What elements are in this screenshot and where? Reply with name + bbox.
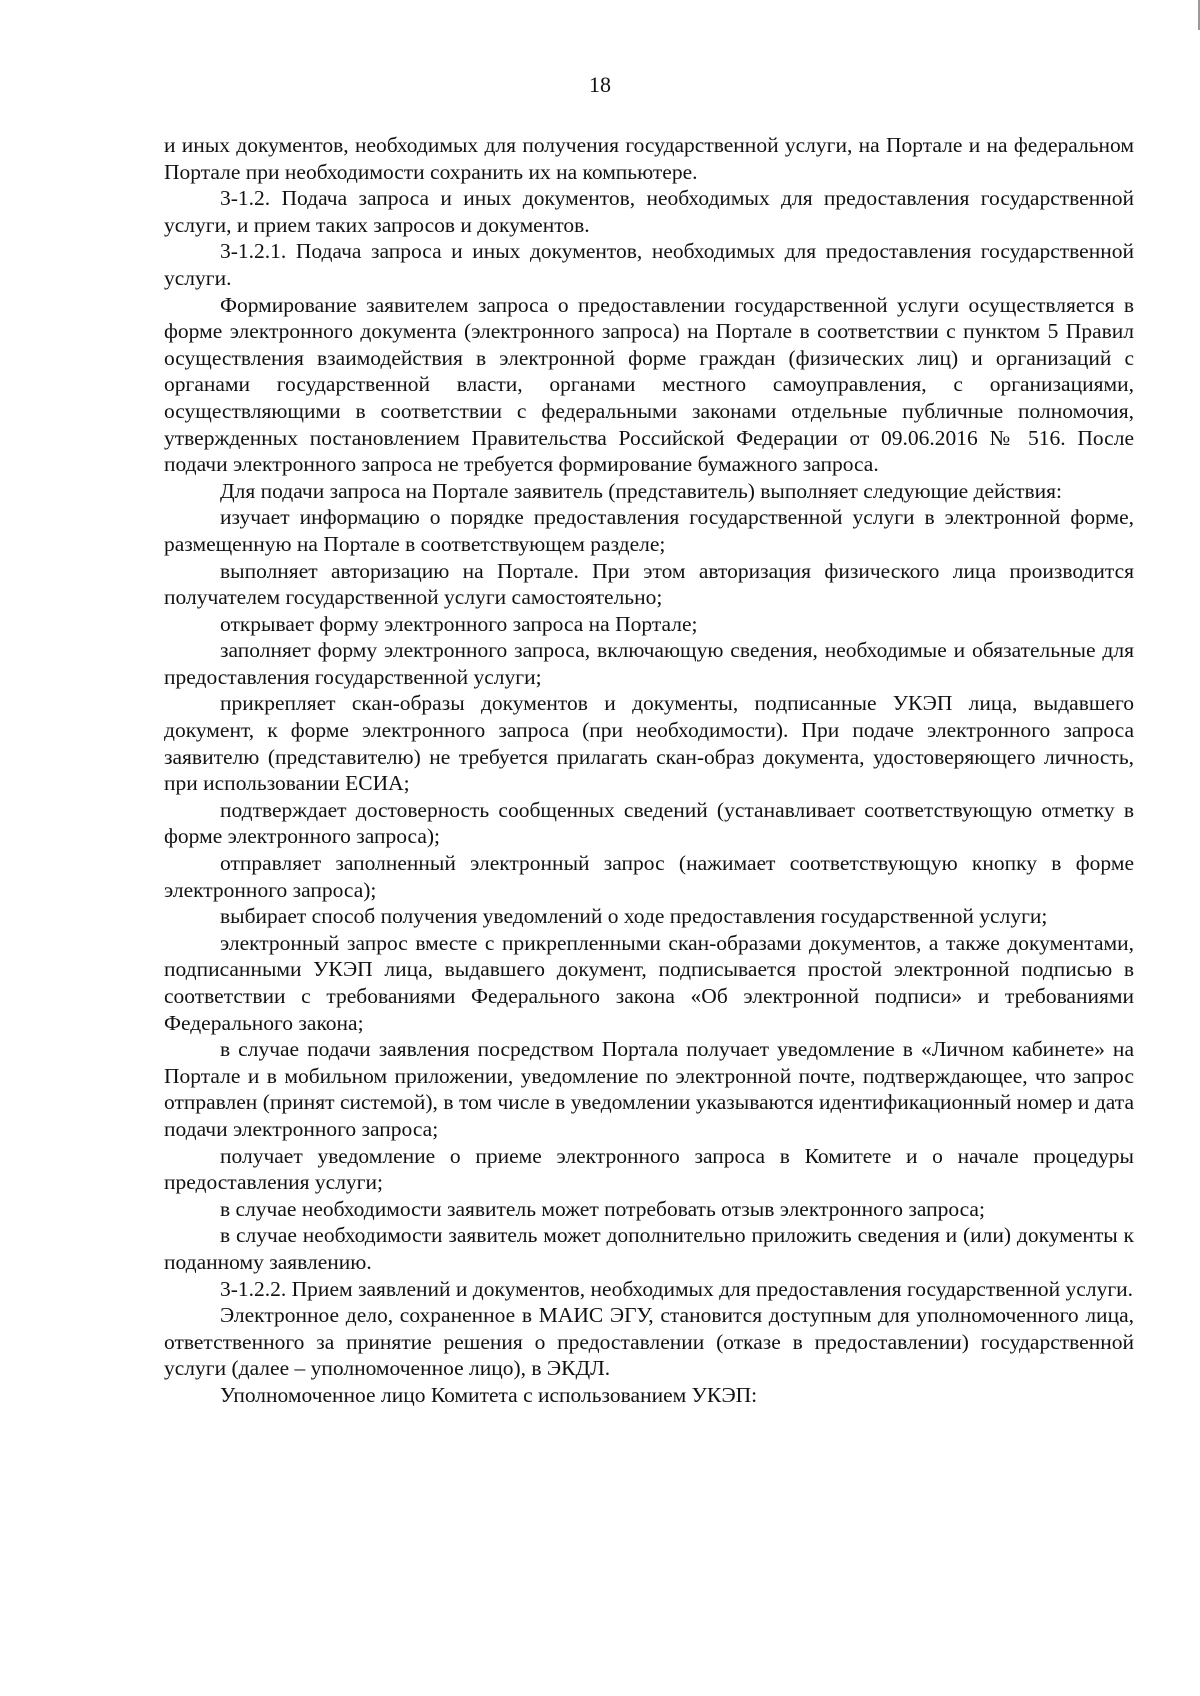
paragraph-continuation: и иных документов, необходимых для получения государственной услуги, на Портале и на федеральном Портале при необходимости сохранить их на компьютере.	[164, 133, 1134, 184]
list-item: выполняет авторизацию на Портале. При этом авторизация физического лица производится получателем государственной услуги самостоятельно;	[164, 558, 1134, 610]
page-number: 18	[589, 72, 611, 97]
paragraph-authorized-person: Уполномоченное лицо Комитета с использованием УКЭП:	[220, 1382, 758, 1407]
list-item: в случае необходимости заявитель может потребовать отзыв электронного запроса;	[220, 1196, 985, 1221]
list-item: в случае подачи заявления посредством Портала получает уведомление в «Личном кабинете» на Портале и в мобильном приложении, уведомление по электронной почте, подтверждающее, что запрос отправлен (принят системой), в том числе в уведомлении указываются идентификационный номер и дата подачи электронного запроса;	[164, 1037, 1134, 1141]
list-item: электронный запрос вместе с прикрепленными скан-образами документов, а также документами, подписанными УКЭП лица, выдавшего документ, подписывается простой электронной подписью в соответствии с требованиями Федерального закона «Об электронной подписи» и требованиями Федерального закона;	[164, 930, 1134, 1035]
list-item: прикрепляет скан-образы документов и документы, подписанные УКЭП лица, выдавшего документ, к форме электронного запроса (при необходимости). При подаче электронного запроса заявителю (представителю) не требуется прилагать скан-образ документа, удостоверяющего личность, при использовании ЕСИА;	[164, 691, 1134, 796]
list-item: изучает информацию о порядке предоставления государственной услуги в электронной форме, размещенную на Портале в соответствующем разделе;	[164, 505, 1134, 556]
paragraph-actions-intro: Для подачи запроса на Портале заявитель (представитель) выполняет следующие действия:	[220, 478, 1062, 503]
section-heading-3-1-2-2: 3-1.2.2. Прием заявлений и документов, необходимых для предоставления государственной услуги.	[220, 1276, 1134, 1301]
list-item: выбирает способ получения уведомлений о ходе предоставления государственной услуги;	[220, 904, 1048, 929]
document-body	[164, 132, 1134, 1409]
list-item: подтверждает достоверность сообщенных сведений (устанавливает соответствующую отметку в форме электронного запроса);	[164, 797, 1134, 849]
list-item: получает уведомление о приеме электронного запроса в Комитете и о начале процедуры предоставления услуги;	[164, 1143, 1134, 1195]
section-heading-3-1-2-1: 3-1.2.1. Подача запроса и иных документов, необходимых для предоставления государственной услуги.	[164, 239, 1134, 290]
section-heading-3-1-2: 3-1.2. Подача запроса и иных документов, необходимых для предоставления государственной услуги, и прием таких запросов и документов.	[164, 186, 1134, 237]
paragraph-electronic-case: Электронное дело, сохраненное в МАИС ЭГУ, становится доступным для уполномоченного лица, ответственного за принятие решения о предоставлении (отказе в предоставлении) государственной услуги (далее – уполномоченное лицо), в ЭКДЛ.	[164, 1303, 1134, 1381]
list-item: открывает форму электронного запроса на Портале;	[220, 611, 698, 636]
list-item: отправляет заполненный электронный запрос (нажимает соответствующую кнопку в форме электронного запроса);	[164, 851, 1134, 902]
paragraph-request-formation: Формирование заявителем запроса о предоставлении государственной услуги осуществляется в форме электронного документа (электронного запроса) на Портале в соответствии с пунктом 5 Правил осуществления взаимодействия в электронной форме граждан (физических лиц) и организаций с органами государственной власти, органами местного самоуправления, с организациями, осуществляющими в соответствии с федеральными законами отдельные публичные полномочия, утвержденных постановлением Правительства Российской Федерации от 09.06.2016 № 516. После подачи электронного запроса не требуется формирование бумажного запроса.	[164, 292, 1134, 477]
list-item: заполняет форму электронного запроса, включающую сведения, необходимые и обязательные для предоставления государственной услуги;	[164, 638, 1134, 689]
list-item: в случае необходимости заявитель может дополнительно приложить сведения и (или) документы к поданному заявлению.	[164, 1223, 1134, 1274]
